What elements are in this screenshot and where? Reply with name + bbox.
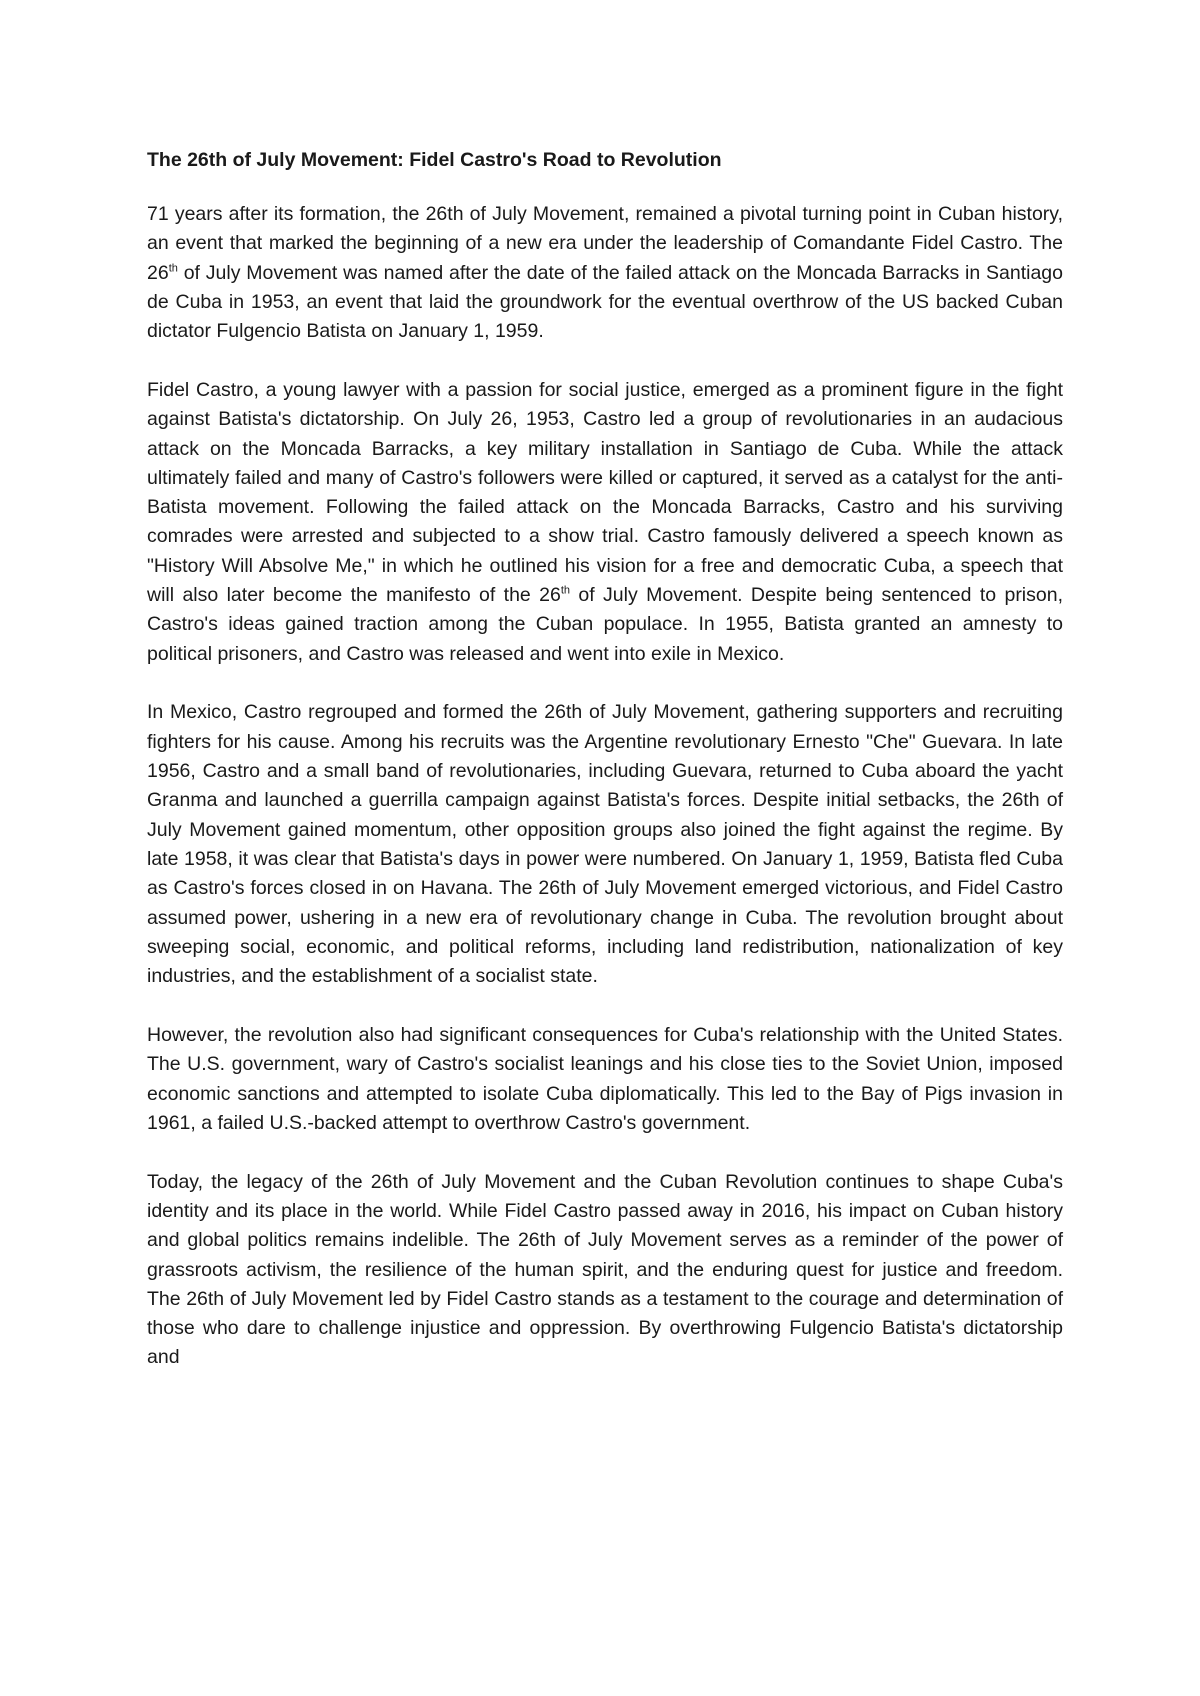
paragraph-3-text: In Mexico, Castro regrouped and formed the 26th of July Movement, gathering supporters and recruiting fighters for his cause. Among his recruits was the Argentine revolutionary Ernesto "Che" Guevara. In late 1956, Castro and a small band of revolutionaries, including Guevara, returned to Cuba aboard the yacht Granma and launched a guerrilla campaign against Batista's forces. Despite initial setbacks, the 26th of July Movement gained momentum, other opposition groups also joined the fight against the regime. By late 1958, it was clear that Batista's days in power were numbered. On January 1, 1959, Batista fled Cuba as Castro's forces closed in on Havana. The 26th of July Movement emerged victorious, and Fidel Castro assumed power, ushering in a new era of revolutionary change in Cuba. The revolution brought about sweeping social, economic, and political reforms, including land redistribution, nationalization of key industries, and the establishment of a socialist state.	[147, 701, 1063, 988]
paragraph-1-text-b: of July Movement was named after the date of the failed attack on the Moncada Barracks in Santiago de Cuba in 1953, an event that laid the groundwork for the eventual overthrow of the US backed Cuban dictator Fulgencio Batista on January 1, 1959.	[147, 261, 1063, 343]
paragraph-4-text: However, the revolution also had significant consequences for Cuba's relationship with the United States. The U.S. government, wary of Castro's socialist leanings and his close ties to the Soviet Union, imposed economic sanctions and attempted to isolate Cuba diplomatically. This led to the Bay of Pigs invasion in 1961, a failed U.S.-backed attempt to overthrow Castro's government.	[147, 1023, 1063, 1134]
paragraph-3	[147, 698, 1063, 991]
paragraph-1	[147, 200, 1063, 346]
ordinal-superscript: th	[168, 262, 178, 275]
paragraph-1-text-a: 71 years after its formation, the 26th of July Movement, remained a pivotal turning point in Cuban history, an event that marked the beginning of a new era under the leadership of Comandante Fidel Castro. The 26	[147, 203, 1063, 284]
paragraph-2-text-a: Fidel Castro, a young lawyer with a passion for social justice, emerged as a prominent figure in the fight against Batista's dictatorship. On July 26, 1953, Castro led a group of revolutionaries in an audacious attack on the Moncada Barracks, a key military installation in Santiago de Cuba. While the attack ultimately failed and many of Castro's followers were killed or captured, it served as a catalyst for the anti-Batista movement. Following the failed attack on the Moncada Barracks, Castro and his surviving comrades were arrested and subjected to a show trial. Castro famously delivered a speech known as "History Will Absolve Me," in which he outlined his vision for a free and democratic Cuba, a speech that will also later become the manifesto of the 26	[147, 378, 1063, 607]
paragraph-5-text: Today, the legacy of the 26th of July Movement and the Cuban Revolution continues to shape Cuba's identity and its place in the world. While Fidel Castro passed away in 2016, his impact on Cuban history and global politics remains indelible. The 26th of July Movement serves as a reminder of the power of grassroots activism, the resilience of the human spirit, and the enduring quest for justice and freedom. The 26th of July Movement led by Fidel Castro stands as a testament to the courage and determination of those who dare to challenge injustice and oppression. By overthrowing Fulgencio Batista's dictatorship and	[147, 1170, 1063, 1369]
document-page	[147, 146, 1063, 1402]
paragraph-4	[147, 1021, 1063, 1138]
ordinal-superscript: th	[560, 584, 571, 597]
document-title: The 26th of July Movement: Fidel Castro's Road to Revolution	[147, 149, 722, 171]
paragraph-2	[147, 376, 1063, 669]
paragraph-2-text-b: of July Movement. Despite being sentenced to prison, Castro's ideas gained traction among the Cuban populace. In 1955, Batista granted an amnesty to political prisoners, and Castro was released and went into exile in Mexico.	[147, 584, 1063, 665]
paragraph-5	[147, 1168, 1063, 1373]
